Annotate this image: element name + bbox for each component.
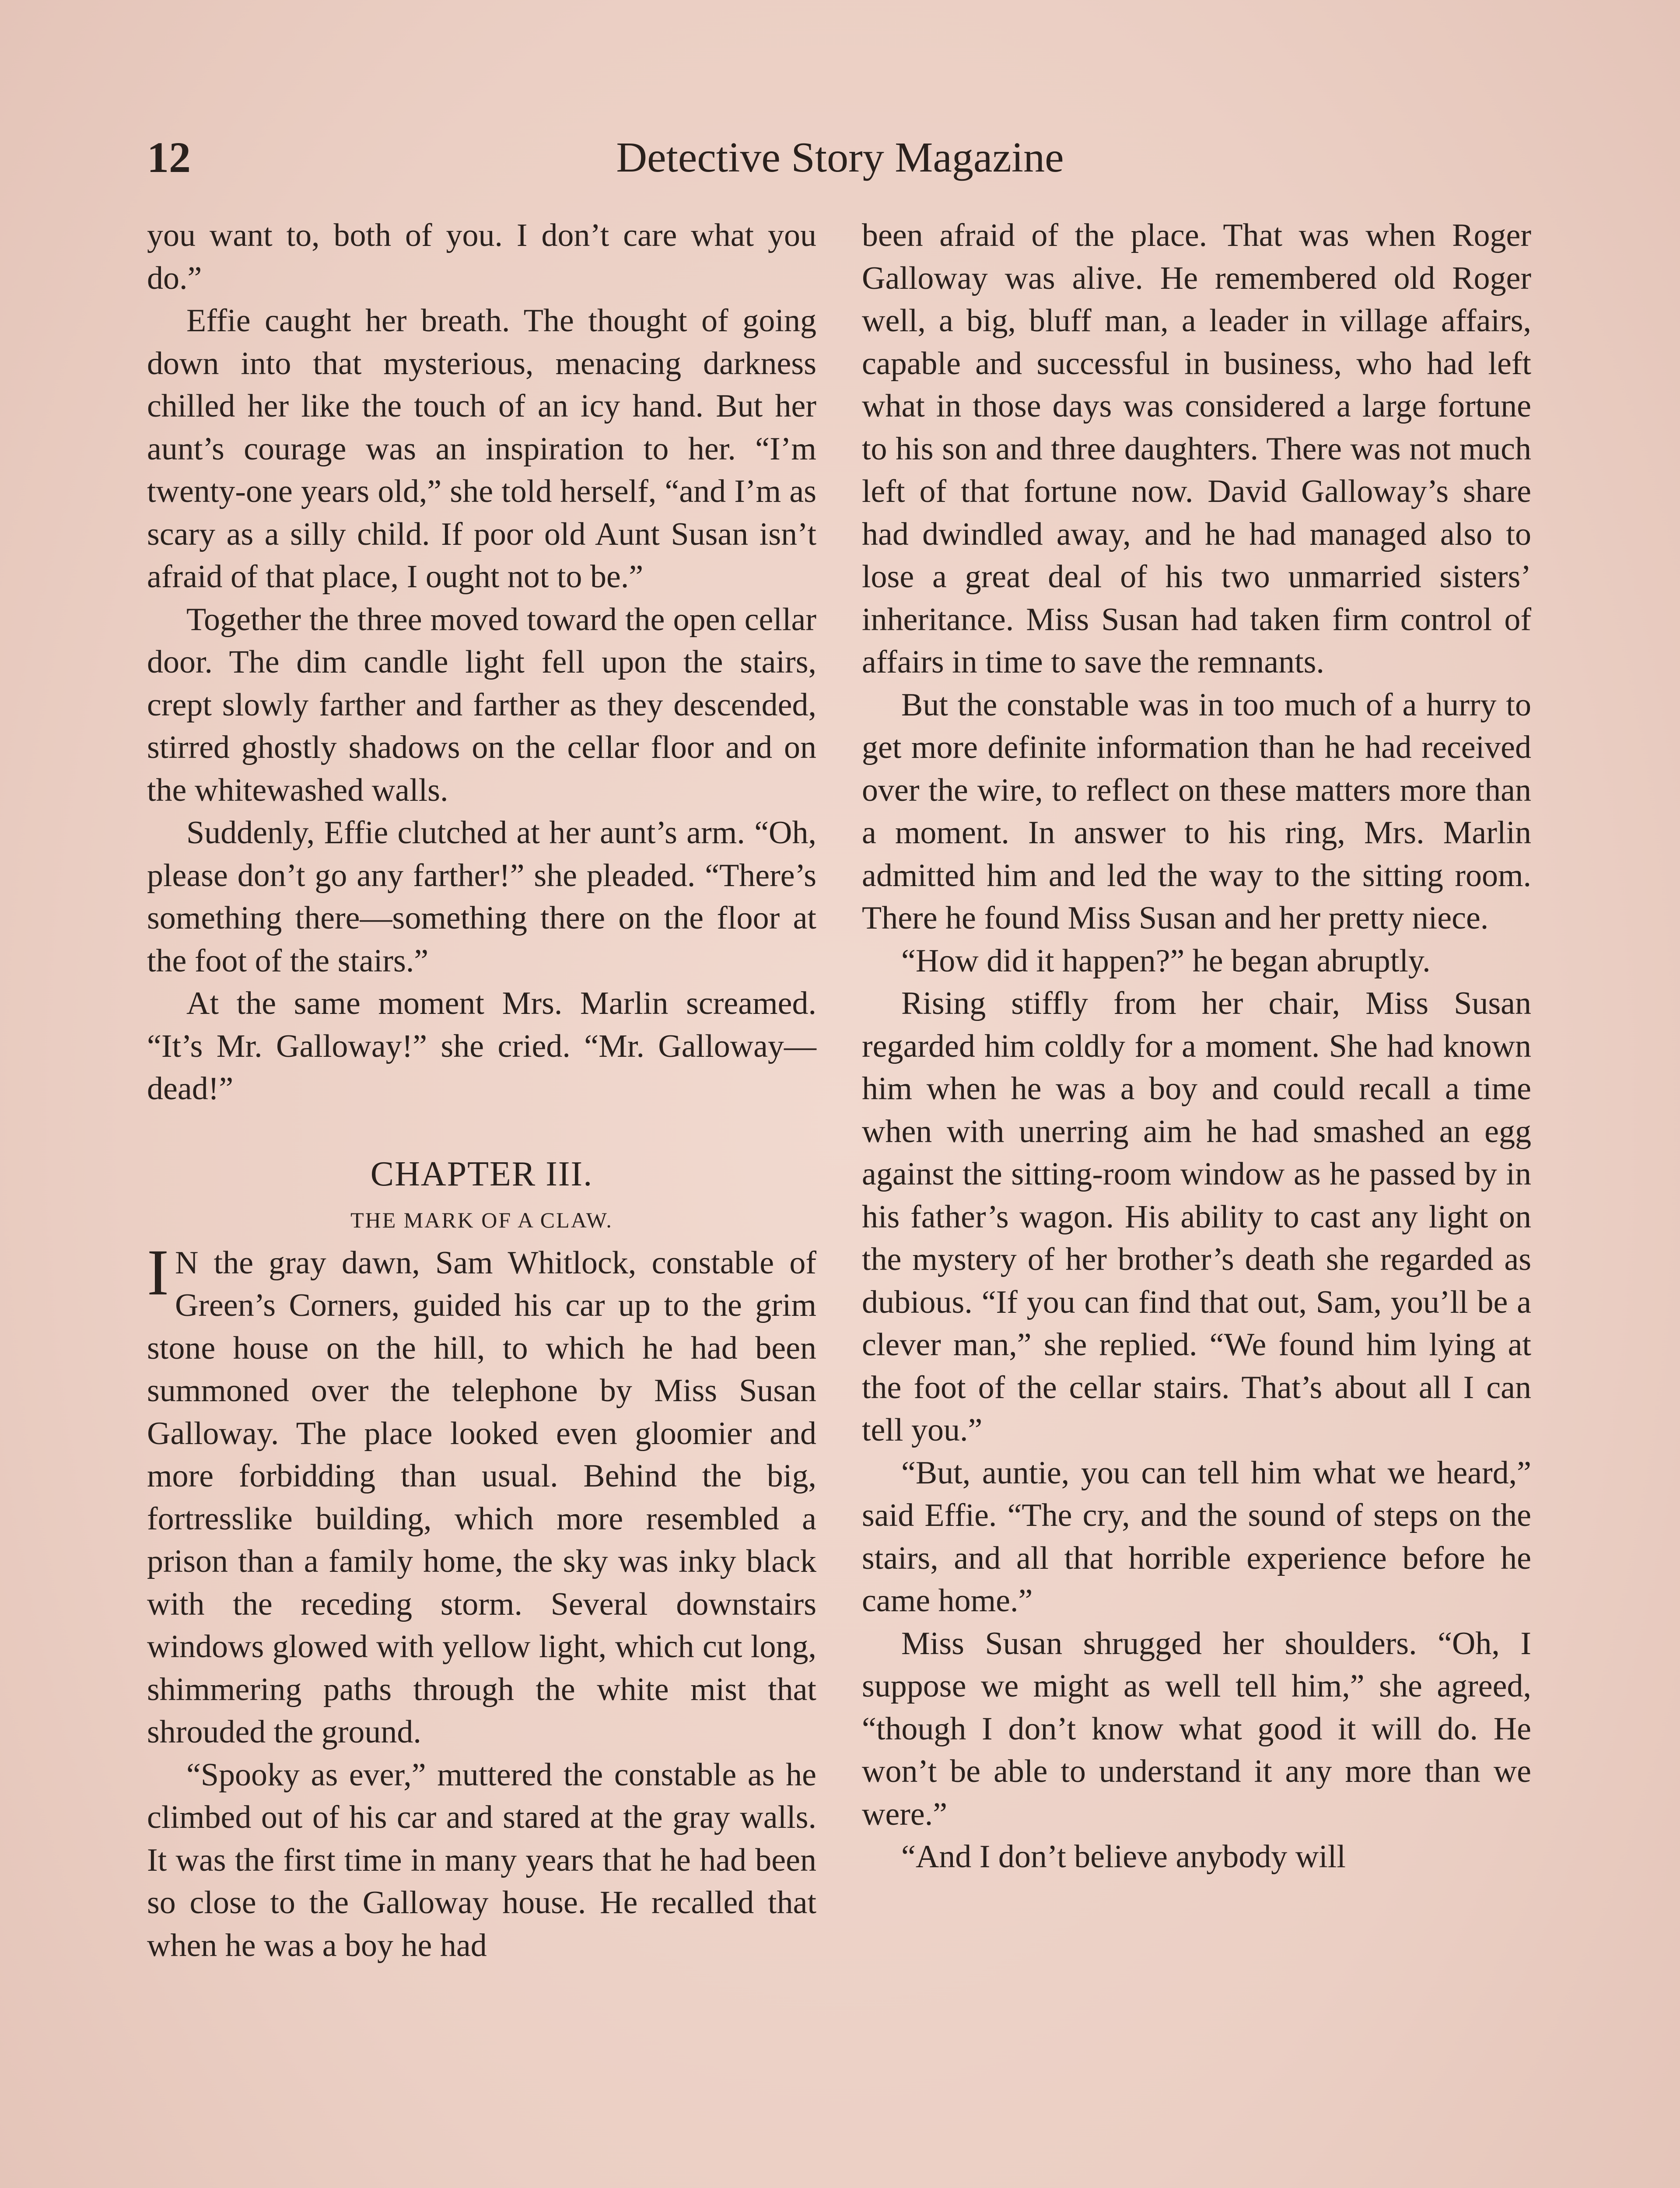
paragraph: Suddenly, Effie clutched at her aunt’s arm. “Oh, please don’t go any farther!” she pleaded. “There’s something there—something there on the floor at the foot of the stairs.” — [147, 815, 816, 979]
paragraph-text: N the gray dawn, Sam Whitlock, constable of Green’s Corners, guided his car up to the grim stone house on the hill, to which he had been summoned over the telephone by Miss Susan Galloway. The place looked even gloomier and more forbidding than usual. Behind the big, fortresslike building, which more resembled a prison than a family home, the sky was inky black with the receding storm. Several downstairs windows glowed with yellow light, which cut long, shimmering paths through the white mist that shrouded the ground. — [147, 1245, 816, 1750]
paragraph: Miss Susan shrugged her shoulders. “Oh, I suppose we might as well tell him,” she agreed, “though I don’t know what good it will do. He won’t be able to understand it any more than we were.” — [862, 1625, 1531, 1832]
chapter-opening-paragraph — [147, 1236, 816, 1754]
paragraph: “And I don’t believe anybody will — [901, 1839, 1346, 1875]
paragraph: “But, auntie, you can tell him what we heard,” said Effie. “The cry, and the sound of steps on the stairs, and all that horrible experience before he came home.” — [862, 1455, 1531, 1619]
page-number: 12 — [147, 133, 191, 182]
page-header — [147, 127, 1533, 188]
chapter-subtitle: THE MARK OF A CLAW. — [350, 1207, 613, 1232]
paragraph: “Spooky as ever,” muttered the constable as he climbed out of his car and stared at the gray walls. It was the first time in many years that he had been so close to the Galloway house. He recalled that when he was a boy he had — [147, 1757, 816, 1964]
right-column — [862, 214, 1531, 1879]
drop-cap: I — [147, 1236, 169, 1309]
paragraph: Together the three moved toward the open cellar door. The dim candle light fell upon the stairs, crept slowly farther and farther as they descended, stirred ghostly shadows on the cellar floor and on the whitewashed walls. — [147, 601, 816, 808]
running-title: Detective Story Magazine — [616, 134, 1064, 181]
chapter-heading: CHAPTER III. — [370, 1154, 593, 1193]
paragraph: you want to, both of you. I don’t care what you do.” — [147, 217, 816, 296]
paragraph: “How did it happen?” he began abruptly. — [901, 943, 1431, 979]
paragraph: Effie caught her breath. The thought of going down into that mysterious, menacing darkness chilled her like the touch of an icy hand. But her aunt’s courage was an inspiration to her. “I’m twenty-one years old,” she told herself, “and I’m as scary as a silly child. If poor old Aunt Susan isn’t afraid of that place, I ought not to be.” — [147, 303, 816, 595]
paragraph: But the constable was in too much of a hurry to get more definite information than he had received over the wire, to reflect on these matters more than a moment. In answer to his ring, Mrs. Marlin admitted him and led the way to the sitting room. There he found Miss Susan and her pretty niece. — [862, 687, 1531, 936]
left-column — [147, 214, 816, 1967]
paragraph: Rising stiffly from her chair, Miss Susan regarded him coldly for a moment. She had known him when he was a boy and could recall a time when with unerring aim he had smashed an egg against the sitting-room window as he passed by in his father’s wagon. His ability to cast any light on the mystery of her brother’s death she regarded as dubious. “If you can find that out, Sam, you’ll be a clever man,” she replied. “We found him lying at the foot of the cellar stairs. That’s about all I can tell you.” — [862, 985, 1531, 1448]
paragraph: been afraid of the place. That was when Roger Galloway was alive. He remembered old Roger well, a big, bluff man, a leader in village affairs, capable and successful in business, who had left what in those days was considered a large fortune to his son and three daughters. There was not much left of that fortune now. David Galloway’s share had dwindled away, and he had managed also to lose a great deal of his two unmarried sisters’ inheritance. Miss Susan had taken firm control of affairs in time to save the remnants. — [862, 217, 1531, 680]
paragraph: At the same moment Mrs. Marlin screamed. “It’s Mr. Galloway!” she cried. “Mr. Galloway—dead!” — [147, 985, 816, 1107]
